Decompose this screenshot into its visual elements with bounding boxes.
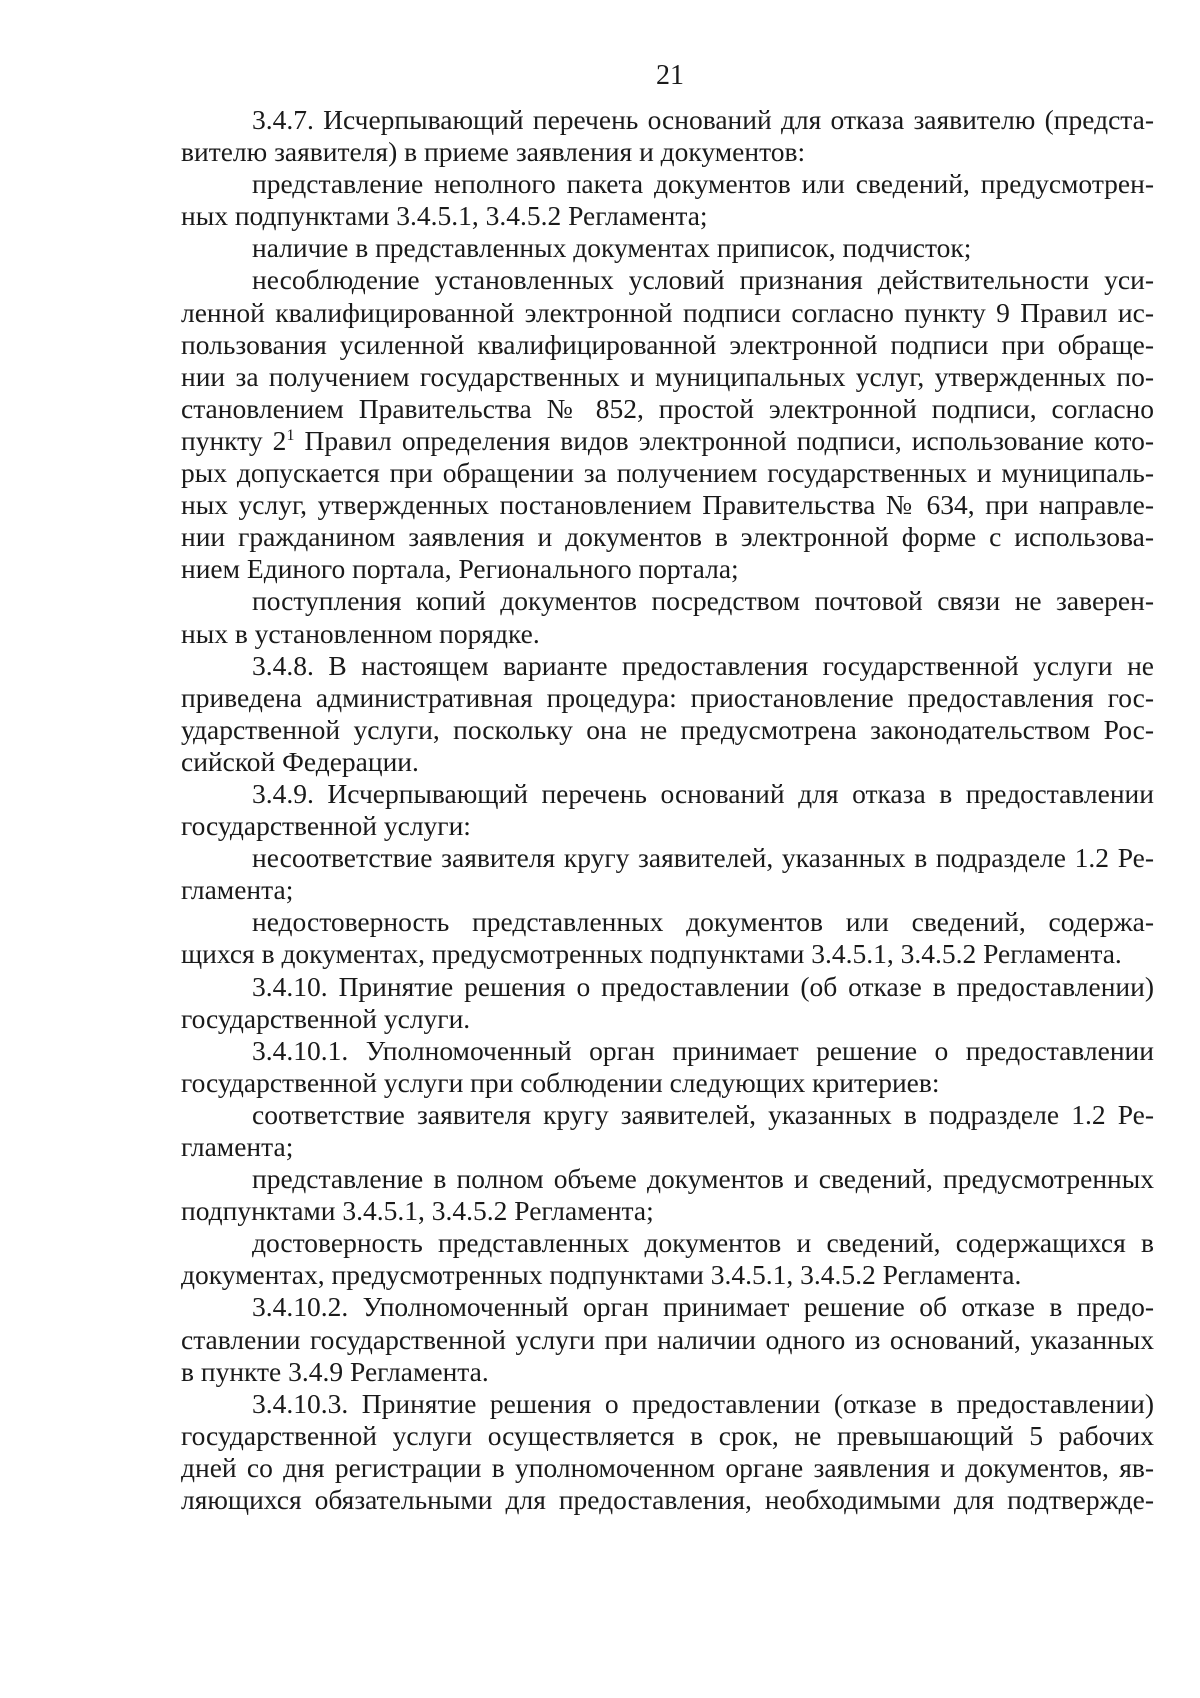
text-line: несоблюдение установленных условий признания действительности уси- [252, 264, 1154, 296]
text-line: становлением Правительства № 852, простой электронной подписи, согласно [181, 392, 1154, 424]
text-line: ленной квалифицированной электронной подписи согласно пункту 9 Правил ис- [181, 296, 1154, 328]
text-line: ных услуг, утвержденных постановлением Правительства № 634, при направле- [181, 489, 1154, 521]
text-line: ударственной услуги, поскольку она не предусмотрена законодательством Рос- [181, 713, 1154, 745]
text-line: гламента; [181, 1131, 294, 1162]
text-line: государственной услуги осуществляется в срок, не превышающий 5 рабочих [181, 1419, 1154, 1451]
text-line: документах, предусмотренных подпунктами 3.4.5.1, 3.4.5.2 Регламента. [181, 1259, 1022, 1291]
paragraph-3-4-9 [181, 778, 1154, 842]
text-line: наличие в представленных документах приписок, подчисток; [252, 232, 972, 264]
text-line: ставлении государственной услуги при наличии одного из оснований, указанных [181, 1323, 1154, 1355]
text-line: сийской Федерации. [181, 745, 419, 777]
text-line: подпунктами 3.4.5.1, 3.4.5.2 Регламента; [181, 1195, 654, 1227]
paragraph-3-4-8 [181, 650, 1154, 778]
text-line: государственной услуги при соблюдении следующих критериев: [181, 1066, 940, 1098]
text-line: 3.4.9. Исчерпывающий перечень оснований для отказа в предоставлении [252, 777, 1154, 809]
paragraph-unreliable [181, 906, 1154, 970]
text-line: в пункте 3.4.9 Регламента. [181, 1355, 489, 1387]
text-line: приведена административная процедура: приостановление предоставления гос- [181, 681, 1154, 713]
text-line: пользования усиленной квалифицированной электронной подписи при обраще- [181, 328, 1154, 360]
text-line: представление неполного пакета документов или сведений, предусмотрен- [252, 168, 1154, 200]
text-line: представление в полном объеме документов и сведений, предусмотренных [252, 1163, 1154, 1195]
text-line: ных подпунктами 3.4.5.1, 3.4.5.2 Регламента; [181, 200, 708, 232]
text-line: государственной услуги. [181, 1002, 471, 1034]
text-line: 3.4.10. Принятие решения о предоставлении (об отказе в предоставлении) [252, 970, 1154, 1002]
text-line: достоверность представленных документов и сведений, содержащихся в [252, 1227, 1154, 1259]
text-line: рых допускается при обращении за получением государственных и муниципаль- [181, 457, 1154, 489]
paragraph-mismatch [181, 842, 1154, 906]
text-line: щихся в документах, предусмотренных подпунктами 3.4.5.1, 3.4.5.2 Регламента. [181, 938, 1122, 970]
text-line: ных в установленном порядке. [181, 617, 540, 649]
text-line: государственной услуги: [181, 810, 471, 842]
text-line: вителю заявителя) в приеме заявления и документов: [181, 136, 806, 168]
text-line: 3.4.10.2. Уполномоченный орган принимает решение об отказе в предо- [252, 1291, 1154, 1323]
paragraph-full [181, 1163, 1154, 1227]
text-line: 3.4.8. В настоящем варианте предоставления государственной услуги не [252, 649, 1154, 681]
document-body [181, 104, 1154, 1516]
text-line: поступления копий документов посредством почтовой связи не заверен- [252, 585, 1154, 617]
paragraph-reliable [181, 1227, 1154, 1291]
paragraph-3-4-7 [181, 104, 1154, 168]
paragraph-signature [181, 264, 1154, 585]
paragraph-3-4-10-3 [181, 1388, 1154, 1516]
paragraph-3-4-10 [181, 971, 1154, 1035]
text-line: нии гражданином заявления и документов в электронной форме с использова- [181, 521, 1154, 553]
paragraph-corrections [181, 232, 1154, 264]
text-line: 3.4.7. Исчерпывающий перечень оснований для отказа заявителю (предста- [252, 104, 1154, 135]
text-line: недостоверность представленных документов или сведений, содержа- [252, 906, 1154, 938]
text-line: ляющихся обязательными для предоставления, необходимыми для подтвержде- [181, 1484, 1154, 1516]
page-number: 21 [656, 60, 684, 91]
text-line: соответствие заявителя кругу заявителей, указанных в подразделе 1.2 Ре- [252, 1098, 1154, 1130]
text-line: 3.4.10.1. Уполномоченный орган принимает решение о предоставлении [252, 1034, 1154, 1066]
text-line: несоответствие заявителя кругу заявителей, указанных в подразделе 1.2 Ре- [252, 842, 1154, 874]
paragraph-3-4-10-2 [181, 1291, 1154, 1387]
text-line: пункту $2^1$ Правил определения видов электронной подписи, использование кото- [181, 424, 1154, 456]
text-line: нием Единого портала, Регионального портала; [181, 553, 739, 585]
paragraph-3-4-10-1 [181, 1035, 1154, 1099]
text-line: гламента; [181, 874, 294, 906]
paragraph-copies [181, 585, 1154, 649]
text-line: дней со дня регистрации в уполномоченном органе заявления и документов, яв- [181, 1451, 1154, 1483]
paragraph-incomplete [181, 168, 1154, 232]
superscript-one: 1 [286, 426, 295, 444]
text-line: нии за получением государственных и муниципальных услуг, утвержденных по- [181, 360, 1154, 392]
text-line: 3.4.10.3. Принятие решения о предоставлении (отказе в предоставлении) [252, 1387, 1154, 1419]
paragraph-match [181, 1099, 1154, 1163]
